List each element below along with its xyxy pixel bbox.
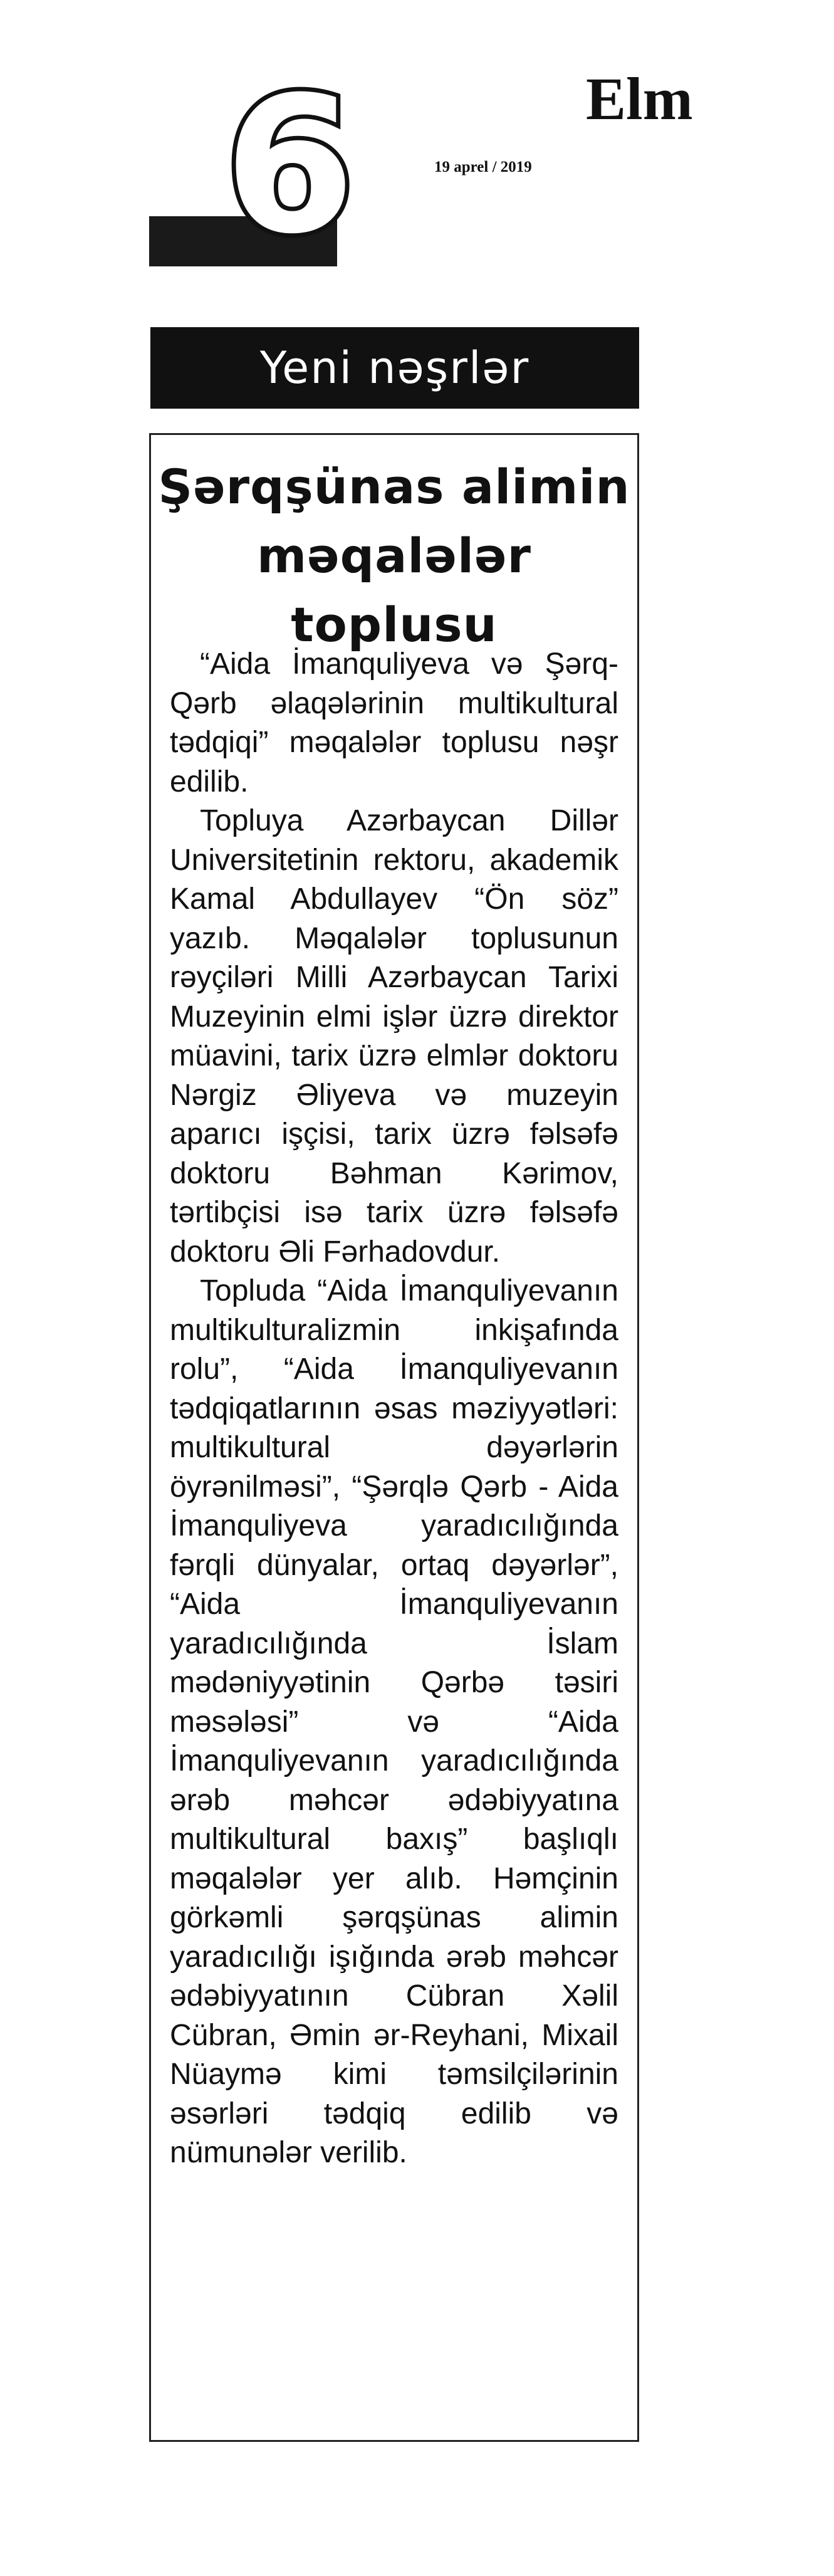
- section-title: Elm: [586, 65, 693, 132]
- article-paragraph: “Aida İmanquliyeva və Şərq-Qərb əlaqələrinin multikultural tədqiqi” məqalələr toplusu nəşr edilib.: [170, 647, 618, 798]
- rubric-banner: Yeni nəşrlər: [150, 327, 639, 409]
- article-body: [170, 645, 618, 2173]
- issue-date: 19 aprel / 2019: [434, 159, 532, 175]
- page-number-badge: [149, 56, 355, 275]
- article-box: [149, 433, 639, 2442]
- article-paragraph: Topluda “Aida İmanquliyevanın multikulturalizmin inkişafında rolu”, “Aida İmanquliyevanın tədqiqatlarının əsas məziyyətləri: multikultural dəyərlərin öyrənilməsi”, “Şərqlə Qərb - Aida İmanquliyeva yaradıcılığında fərqli dünyalar, ortaq dəyərlər”, “Aida İmanquliyevanın yaradıcılığında İslam mədəniyyətinin Qərbə təsiri məsələsi” və “Aida İmanquliyevanın yaradıcılığında ərəb məhcər ədəbiyyatına multikultural baxış” başlıqlı məqalələr yer alıb. Həmçinin görkəmli şərqşünas alimin yaradıcılığı işığında ərəb məhcər ədəbiyyatının Cübran Xəlil Cübran, Əmin ər-Reyhani, Mixail Nüaymə kimi təmsilçilərinin əsərləri tədqiq edilib və nümunələr verilib.: [170, 1274, 618, 2169]
- article-headline: Şərqşünas alimin məqalələr toplusu: [158, 459, 630, 652]
- article-paragraph: Topluya Azərbaycan Dillər Universitetinin rektoru, akademik Kamal Abdullayev “Ön söz” yazıb. Məqalələr toplusunun rəyçiləri Milli Azərbaycan Tarixi Muzeyinin elmi işlər üzrə direktor müavini, tarix üzrə elmlər doktoru Nərgiz Əliyeva və muzeyin aparıcı işçisi, tarix üzrə fəlsəfə doktoru Bəhman Kərimov, tərtibçisi isə tarix üzrə fəlsəfə doktoru Əli Fərhadovdur.: [170, 804, 618, 1269]
- page-number: 6: [224, 56, 355, 275]
